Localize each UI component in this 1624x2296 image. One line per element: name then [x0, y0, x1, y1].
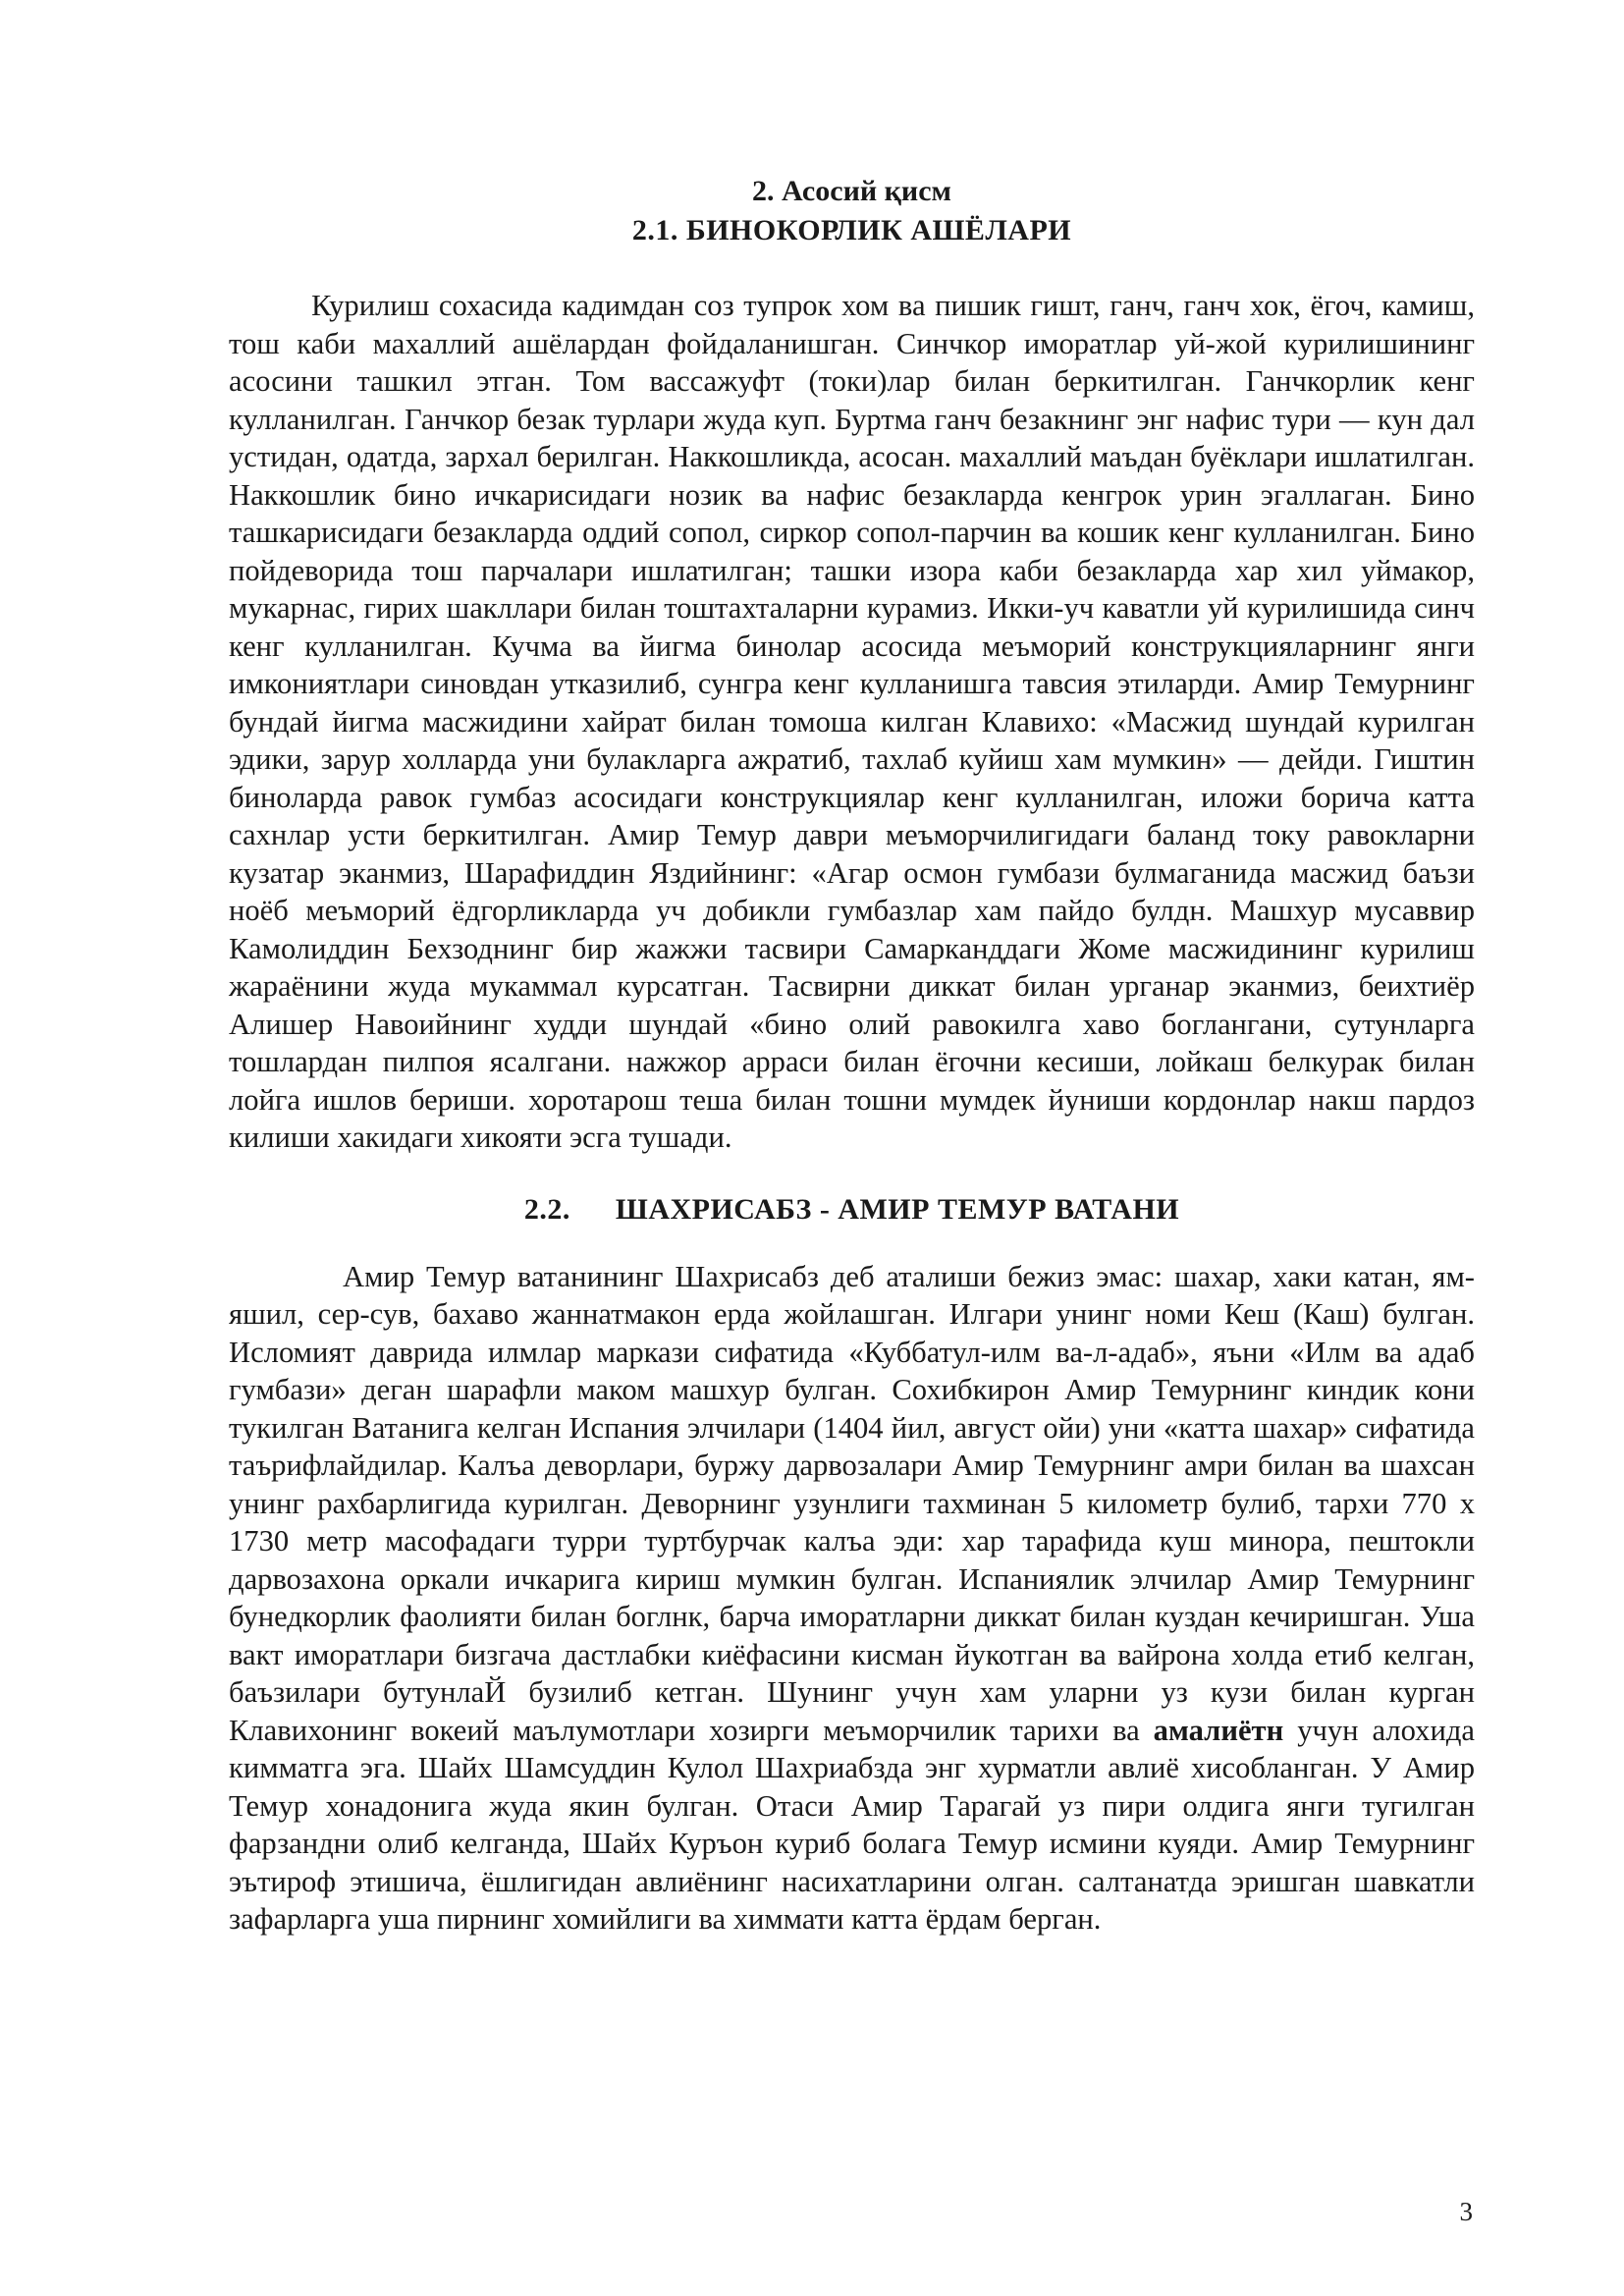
page-content: [229, 172, 1475, 1939]
section-2-title: ШАХРИСАБЗ - АМИР ТЕМУР ВАТАНИ: [615, 1192, 1180, 1226]
page-number: 3: [1459, 2197, 1473, 2226]
section-2-text-after-bold: учун алохида кимматга эга. Шайх Шамсуддин Кулол Шахриабзда энг хурматли авлиё хисобланган. У Амир Темур хонадонига жуда якин булган. Отаси Амир Тарагай уз пири олдига янги тугилган фарзандни олиб келганда, Шайх Куръон куриб болага Темур исмини куяди. Амир Темурнинг эътироф этишича, ёшлигидан авлиёнинг насихатларини олган. салтанатда эришган шавкатли зафарларга уша пирнинг хомийлиги ва химмати катта ёрдам берган.: [229, 1713, 1475, 1936]
section-1-paragraph: Курилиш сохасида кадимдан соз тупрок хом ва пишик гишт, ганч, ганч хок, ёгоч, камиш, тош каби махаллий ашёлардан фойдаланишган. Синчкор иморатлар уй-жой курилишининг асосини ташкил этган. Том вассажуфт (токи)лар билан беркитилган. Ганчкорлик кенг кулланилган. Ганчкор безак турлари жуда куп. Буртма ганч безакнинг энг нафис тури — кун дал устидан, одатда, зархал берилган. Наккошликда, асосан. махаллий маъдан буёклари ишлатилган. Наккошлик бино ичкарисидаги нозик ва нафис безакларда кенгрок урин эгаллаган. Бино ташкарисидаги безакларда оддий сопол, сиркор сопол-парчин ва кошик кенг кулланилган. Бино пойдеворида тош парчалари ишлатилган; ташки изора каби безакларда хар хил уймакор, мукарнас, гирих шакллари билан тоштахталарни курамиз. Икки-уч каватли уй курилишида синч кенг кулланилган. Кучма ва йигма бинолар асосида меъморий конструкцияларнинг янги имкониятлари синовдан утказилиб, сунгра кенг кулланишга тавсия этиларди. Амир Темурнинг бундай йигма масжидини хайрат билан томоша килган Клавихо: «Масжид шундай курилган эдики, зарур холларда уни булакларга ажратиб, тахлаб куйиш хам мумкин» — дейди. Гиштин биноларда равок гумбаз асосидаги конструкциялар кенг кулланилган, иложи борича катта сахнлар усти беркитилган. Амир Темур даври меъморчилигидаги баланд току равокларни кузатар эканмиз, Шарафиддин Яздийнинг: «Агар осмон гумбази булмаганида масжид баъзи ноёб меъморий ёдгорликларда уч добикли гумбазлар хам пайдо булдн. Машхур мусаввир Камолиддин Бехзоднинг бир жажжи тасвири Самарканддаги Жоме масжидининг курилиш жараёнини жуда мукаммал курсатган. Тасвирни диккат билан урганар эканмиз, беихтиёр Алишер Навоийнинг худди шундай «бино олий равокилга хаво боглангани, сутунларга тошлардан пилпоя ясалгани. нажжор арраси билан ёгочни кесиши, лойкаш белкурак билан лойга ишлов бериши. хоротарош теша билан тошни мумдек йуниши кордонлар накш пардоз килиши хакидаги хикояти эсга тушади.: [229, 289, 1475, 1154]
section-2-number: 2.2.: [523, 1192, 570, 1226]
heading-block: [229, 172, 1475, 250]
section-title-1: 2.1. БИНОКОРЛИК АШЁЛАРИ: [631, 214, 1072, 246]
section-2-text-before-bold: Амир Темур ватанининг Шахрисабз деб аталиши бежиз эмас: шахар, хаки катан, ям-яшил, сер-сув, бахаво жаннатмакон ерда жойлашган. Илгари унинг номи Кеш (Каш) булган. Исломият даврида илмлар маркази сифатида «Куббатул-илм ва-л-адаб», яъни «Илм ва адаб гумбази» деган шарафли маком машхур булган. Сохибкирон Амир Темурнинг киндик кони тукилган Ватанига келган Испания элчилари (1404 йил, август ойи) уни «катта шахар» сифатида таърифлайдилар. Калъа деворлари, буржу дарвозалари Амир Темурнинг амри билан ва шахсан унинг рахбарлигида курилган. Деворнинг узунлиги тахминан 5 километр булиб, тархи 770 х 1730 метр масофадаги турри туртбурчак калъа эди: хар тарафида куш минора, пештокли дарвозахона оркали ичкарига кириш мумкин булган. Испаниялик элчилар Амир Темурнинг бунедкорлик фаолияти билан боглнк, барча иморатларни диккат билан куздан кечиришган. Уша вакт иморатлари бизгача дастлабки киёфасини кисман йукотган ва вайрона холда етиб келган, баъзилари бутунлаЙ бузилиб кетган. Шунинг учун хам уларни уз кузи билан курган Клавихонинг вокеий маълумотлари хозирги меъморчилик тарихи ва: [229, 1259, 1475, 1747]
section-2-paragraph: [229, 1258, 1475, 1939]
section-title-2: [229, 1190, 1475, 1230]
section-2-bold-word: амалиётн: [1153, 1713, 1284, 1747]
chapter-title: 2. Асосий қисм: [752, 175, 951, 207]
